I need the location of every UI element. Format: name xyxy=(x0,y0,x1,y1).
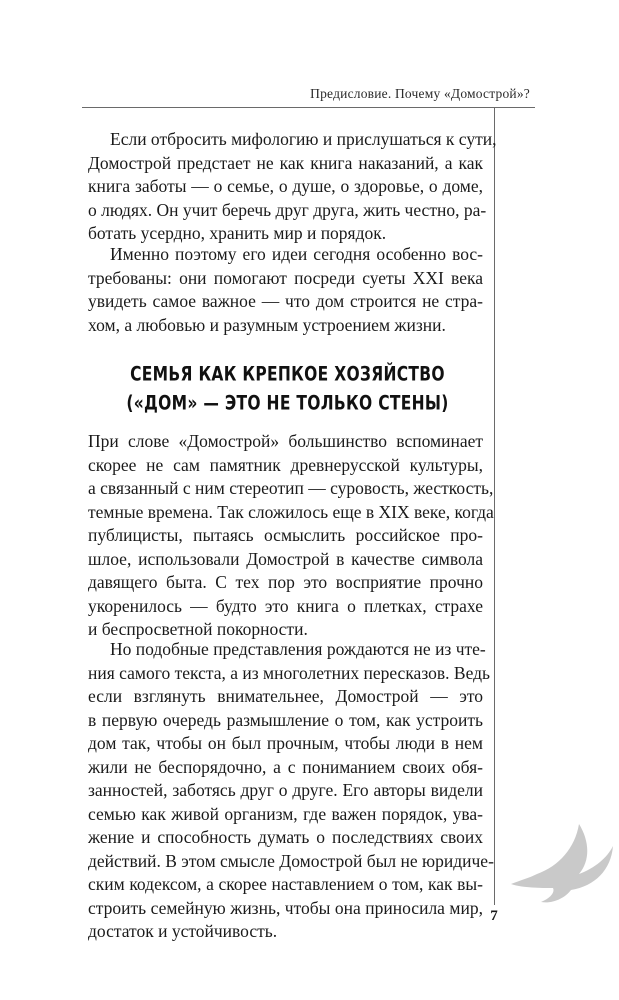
text-line: семью как живой организм, где важен порядок, ува- xyxy=(88,803,483,824)
running-header: Предисловие. Почему «Домострой»? xyxy=(310,86,530,101)
text-line: занностей, заботясь друг о друге. Его авторы видели xyxy=(88,780,483,800)
text-line: увидеть самое важное — что дом строится не стра- xyxy=(88,291,483,311)
text-line: жили не беспорядочно, а с пониманием своих обя- xyxy=(88,756,483,777)
text-line: и беспросветной покорности. xyxy=(88,619,308,639)
text-line: Именно поэтому его идеи сегодня особенно вос- xyxy=(110,244,483,264)
text-line: Но подобные представления рождаются не из чте- xyxy=(110,639,486,659)
text-line: действий. В этом смысле Домострой был не юридиче- xyxy=(88,850,494,871)
text-line: жение и способность думать о последствиях своих xyxy=(88,827,483,847)
text-line: шлое, использовали Домострой в качестве символа xyxy=(88,548,483,569)
text-line: хом, а любовью и разумным устроением жизни. xyxy=(88,314,446,335)
text-line: ния самого текста, а из многолетних пересказов. Ведь xyxy=(88,662,490,683)
section-heading xyxy=(100,363,475,414)
section-paragraph-2 xyxy=(88,638,494,944)
text-line: если взглянуть внимательнее, Домострой — это xyxy=(88,686,483,706)
intro-paragraph-1 xyxy=(88,128,497,246)
text-line: публицисты, пытаясь осмыслить российское про- xyxy=(88,525,483,545)
text-line: темные времена. Так сложилось еще в XIX веке, когда xyxy=(88,501,494,522)
text-line: ским кодексом, а скорее наставлением о том, как вы- xyxy=(88,874,483,894)
text-line: укоренилось — будто это книга о плетках, страхе xyxy=(88,595,483,616)
header-rule xyxy=(82,107,535,108)
text-line: книга заботы — о семье, о душе, о здоровье, о доме, xyxy=(88,176,483,196)
dove-icon xyxy=(507,818,617,908)
text-line: дом так, чтобы он был прочным, чтобы люди в нем xyxy=(88,733,483,753)
text-line: о людях. Он учит беречь друг друга, жить честно, ра- xyxy=(88,199,487,220)
text-line: давящего быта. С тех пор это восприятие прочно xyxy=(88,572,483,592)
text-line: в первую очередь размышление о том, как устроить xyxy=(88,709,483,730)
heading-line: СЕМЬЯ КАК КРЕПКОЕ ХОЗЯЙСТВО xyxy=(130,362,445,386)
margin-rule xyxy=(494,107,495,915)
text-line: строить семейную жизнь, чтобы она приносила мир, xyxy=(88,897,483,918)
text-line: достаток и устойчивость. xyxy=(88,921,278,941)
text-line: Если отбросить мифологию и прислушаться к сути, xyxy=(110,129,497,149)
text-line: требованы: они помогают посреди суеты XXI века xyxy=(88,267,483,288)
text-line: ботать усердно, хранить мир и порядок. xyxy=(88,223,387,243)
text-line: При слове «Домострой» большинство вспоминает xyxy=(88,431,483,451)
text-line: Домострой предстает не как книга наказаний, а как xyxy=(88,152,483,173)
section-paragraph-1 xyxy=(88,430,494,642)
page-number: 7 xyxy=(483,905,505,927)
intro-paragraph-2 xyxy=(88,243,483,337)
text-line: скорее не сам памятник древнерусской культуры, xyxy=(88,454,483,475)
text-line: а связанный с ним стереотип — суровость, жесткость, xyxy=(88,478,494,498)
heading-line: («ДОМ» — ЭТО НЕ ТОЛЬКО СТЕНЫ) xyxy=(126,391,449,415)
